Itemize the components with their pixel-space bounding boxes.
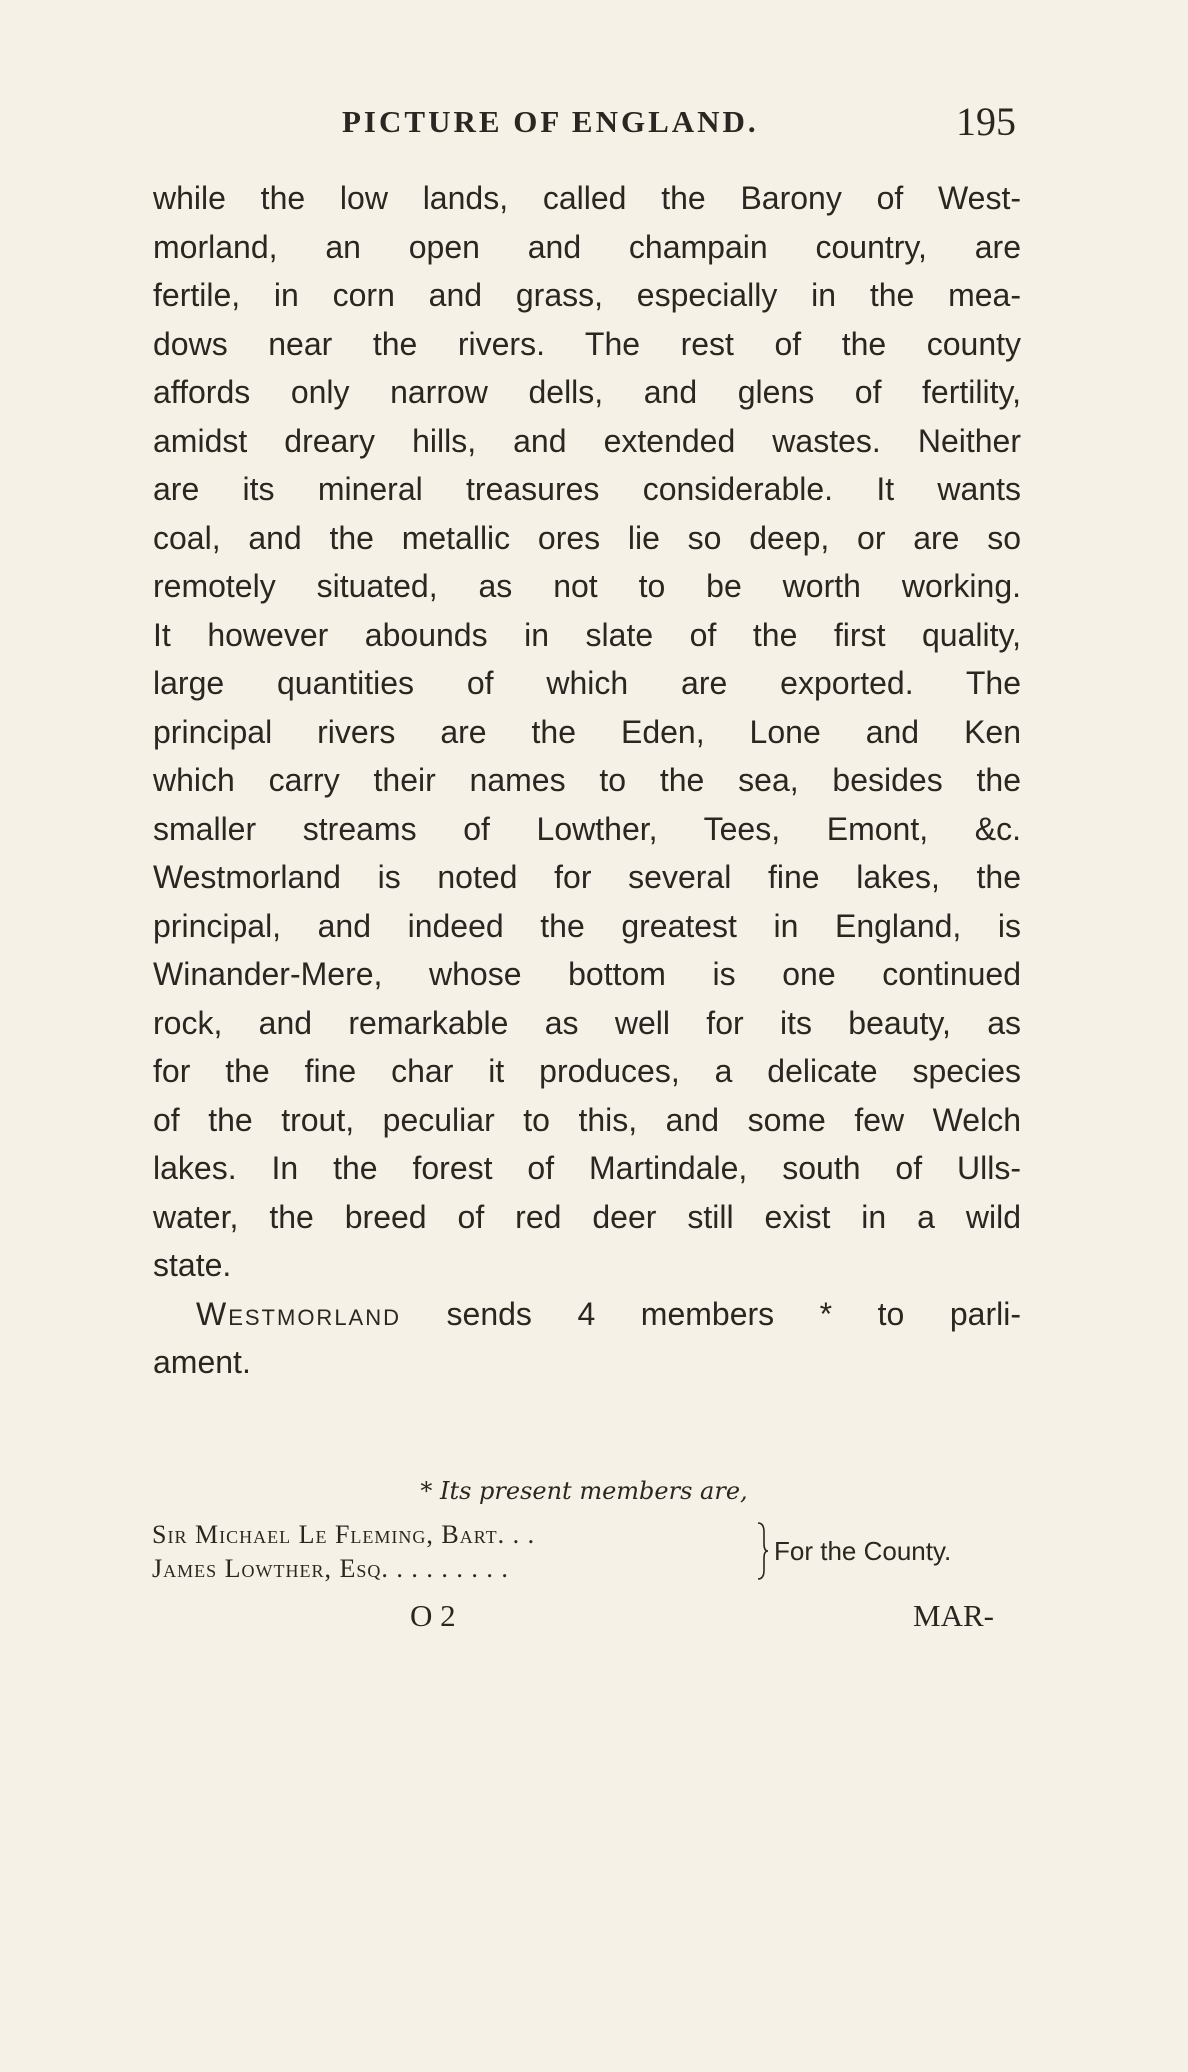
text-line: fertile, in corn and grass, especially in the mea- [153,277,1021,313]
footnote-heading: * Its present members are, [420,1477,748,1505]
member-entry: Sir Michael Le Fleming, Bart. . . [152,1520,536,1549]
right-brace [757,1522,769,1580]
text-line: dows near the rivers. The rest of the county [153,325,1021,362]
paragraph-line [153,1290,1021,1339]
text-line: which carry their names to the sea, besides the [153,762,1021,798]
text-fragment: sends 4 members * to parli- [401,1295,1021,1332]
county-name: Westmorland [196,1295,401,1332]
signature-mark: O 2 [410,1598,456,1633]
text-line: amidst dreary hills, and extended wastes. Neither [153,422,1021,459]
catchword: MAR- [913,1598,994,1633]
text-line: remotely situated, as not to be worth working. [153,568,1021,604]
text-line: for the fine char it produces, a delicate species [153,1053,1021,1089]
text-line: affords only narrow dells, and glens of fertility, [153,374,1021,410]
members-list [152,1520,1032,1600]
text-line: large quantities of which are exported. The [153,665,1021,701]
text-line: state. [153,1247,232,1283]
text-line: while the low lands, called the Barony of West- [153,180,1021,216]
body-text [153,174,1021,1387]
text-line: ament. [153,1344,251,1380]
running-head: PICTURE OF ENGLAND. [342,104,759,139]
text-line: are its mineral treasures considerable. It wants [153,471,1021,507]
page-number: 195 [956,99,1016,144]
text-line: of the trout, peculiar to this, and some few Welch [153,1101,1021,1138]
text-line: principal rivers are the Eden, Lone and Ken [153,713,1021,750]
text-line: smaller streams of Lowther, Tees, Emont, &c. [153,810,1021,847]
constituency-label: For the County. [774,1536,952,1566]
text-line: rock, and remarkable as well for its beauty, as [153,1004,1021,1041]
text-line: morland, an open and champain country, are [153,228,1021,265]
page-header [150,99,1030,154]
text-line: coal, and the metallic ores lie so deep, or are so [153,519,1021,556]
text-line: It however abounds in slate of the first quality, [153,616,1021,653]
text-line: Westmorland is noted for several fine lakes, the [153,859,1021,895]
text-line: lakes. In the forest of Martindale, south of Ulls- [153,1150,1021,1186]
text-line: Winander-Mere, whose bottom is one continued [153,956,1021,992]
text-line: water, the breed of red deer still exist in a wild [153,1198,1021,1235]
text-line: principal, and indeed the greatest in England, is [153,907,1021,944]
member-entry: James Lowther, Esq. . . . . . . . . [152,1554,509,1583]
